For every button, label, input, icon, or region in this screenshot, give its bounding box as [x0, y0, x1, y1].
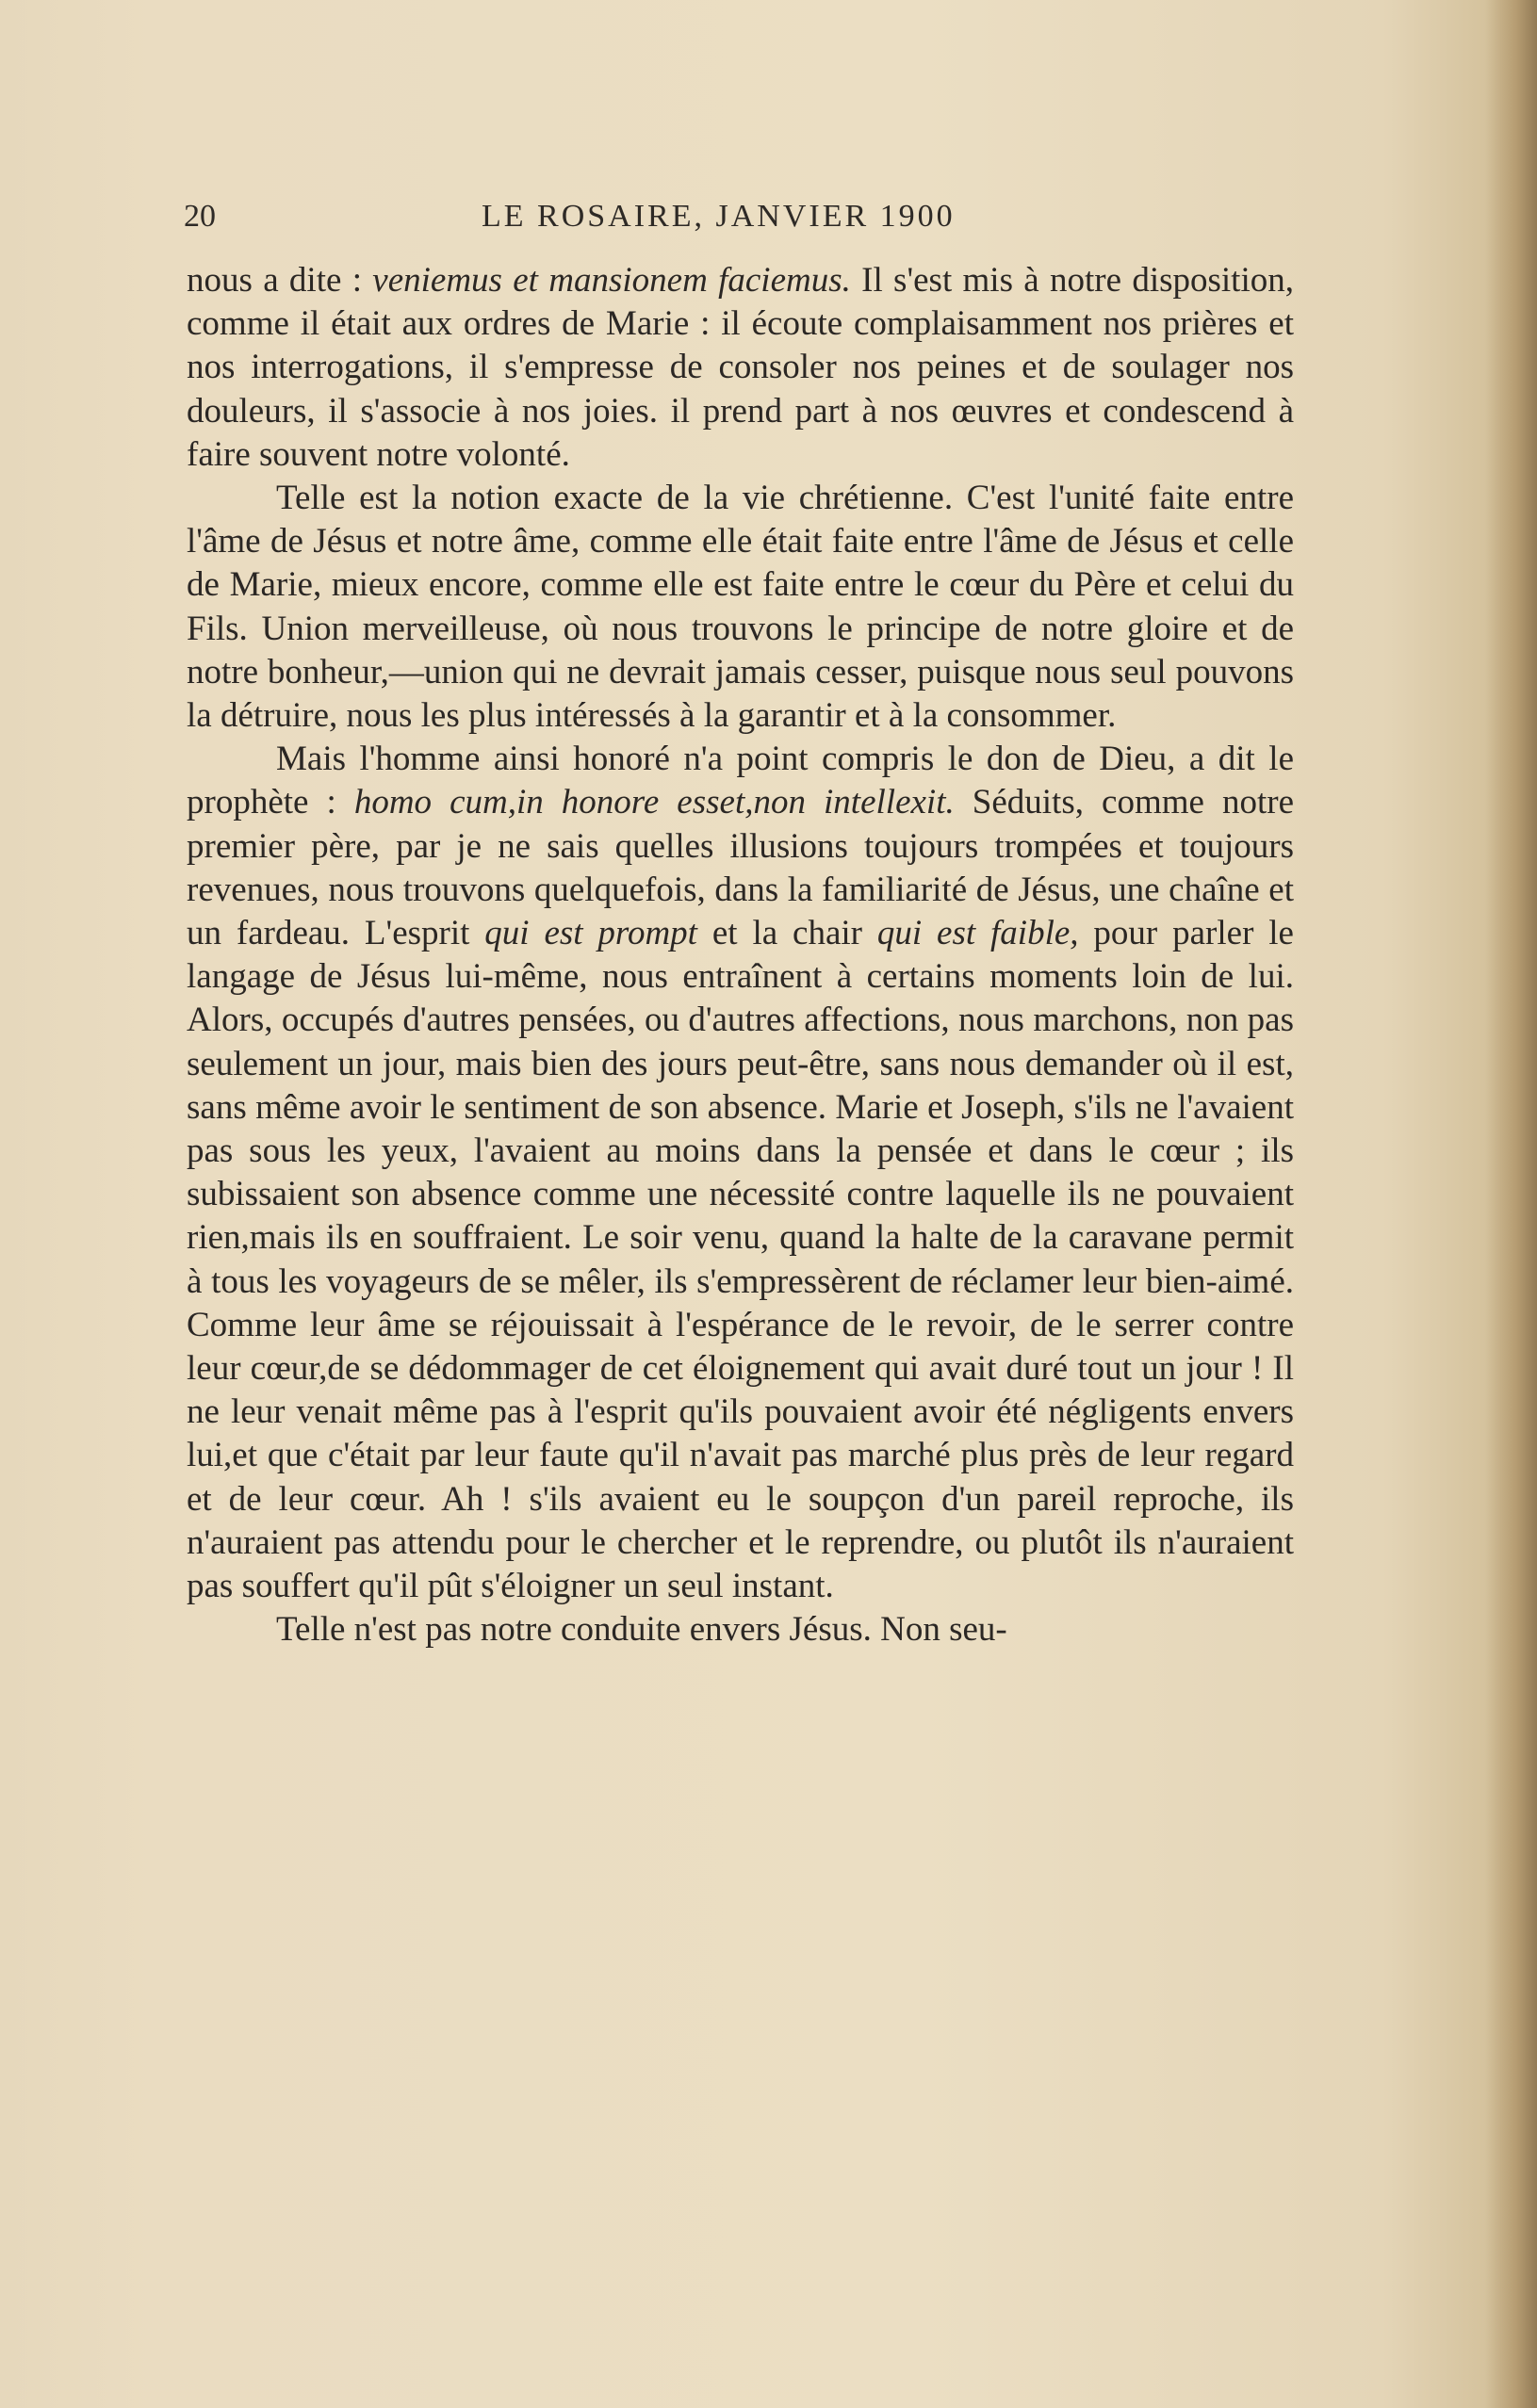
- body-text: [187, 259, 1294, 1652]
- paragraph: [187, 738, 1294, 1608]
- running-header: [184, 193, 1296, 240]
- italic-phrase: qui est prompt: [484, 914, 697, 953]
- text-segment: Il s'est mis à notre disposition, comme il était aux ordres de Marie : il écoute complaisamment nos prières et nos interrogations, il s'empresse de consoler nos peines et de soulager nos douleurs, il s'associe à nos joies. il prend part à nos œuvres et condescend à faire souvent notre volonté.: [187, 261, 1294, 474]
- text-segment: Séduits, comme notre premier père, par je ne sais quelles illusions toujours trompées et toujours revenues, nous trouvons quelquefois, dans la familiarité de Jésus, une chaîne et un fardeau. L'esprit: [187, 783, 1294, 953]
- paragraph: [187, 1608, 1294, 1651]
- text-segment: nous a dite :: [187, 261, 373, 300]
- text-segment: Telle est la notion exacte de la vie chrétienne. C'est l'unité faite entre l'âme de Jésus et notre âme, comme elle était faite entre l'âme de Jésus et celle de Marie, mieux encore, comme elle est faite entre le cœur du Père et celui du Fils. Union merveilleuse, où nous trouvons le principe de notre gloire et de notre bonheur,—union qui ne devrait jamais cesser, puisque nous seul pouvons la détruire, nous les plus intéressés à la garantir et à la consommer.: [187, 479, 1294, 736]
- latin-quote: homo cum,in honore esset,non intellexit.: [353, 783, 955, 822]
- text-segment: Telle n'est pas notre conduite envers Jésus. Non seu-: [276, 1610, 1007, 1650]
- italic-phrase: qui est faible,: [876, 914, 1079, 953]
- text-segment: et la chair: [696, 914, 877, 953]
- running-title: LE ROSAIRE, JANVIER 1900: [482, 199, 956, 234]
- page-edge-shadow: [1485, 0, 1537, 2408]
- latin-quote: veniemus et mansionem faciemus.: [372, 261, 851, 300]
- paragraph: [187, 477, 1294, 738]
- paragraph: [187, 259, 1294, 477]
- text-segment: Mais l'homme ainsi honoré n'a point compris le don de Dieu, a dit le prophète :: [187, 740, 1294, 822]
- text-segment: pour parler le langage de Jésus lui-même, nous entraînent à certains moments loin de lui. Alors, occupés d'autres pensées, ou d'autres affections, nous marchons, non pas seulement un jour, mais bien des jours peut-être, sans nous demander où il est, sans même avoir le sentiment de son absence. Marie et Joseph, s'ils ne l'avaient pas sous les yeux, l'avaient au moins dans la pensée et dans le cœur ; ils subissaient son absence comme une nécessité contre laquelle ils ne pouvaient rien,mais ils en souffraient. Le soir venu, quand la halte de la caravane permit à tous les voyageurs de se mêler, ils s'empressèrent de réclamer leur bien-aimé. Comme leur âme se réjouissait à l'espérance de le revoir, de le serrer contre leur cœur,de se dédommager de cet éloignement qui avait duré tout un jour ! Il ne leur venait même pas à l'esprit qu'ils pouvaient avoir été négligents envers lui,et que c'était par leur faute qu'il n'avait pas marché plus près de leur regard et de leur cœur. Ah ! s'ils avaient eu le soupçon d'un pareil reproche, ils n'auraient pas attendu pour le chercher et le reprendre, ou plutôt ils n'auraient pas souffert qu'il pût s'éloigner un seul instant.: [187, 914, 1294, 1606]
- page-number: 20: [184, 199, 216, 234]
